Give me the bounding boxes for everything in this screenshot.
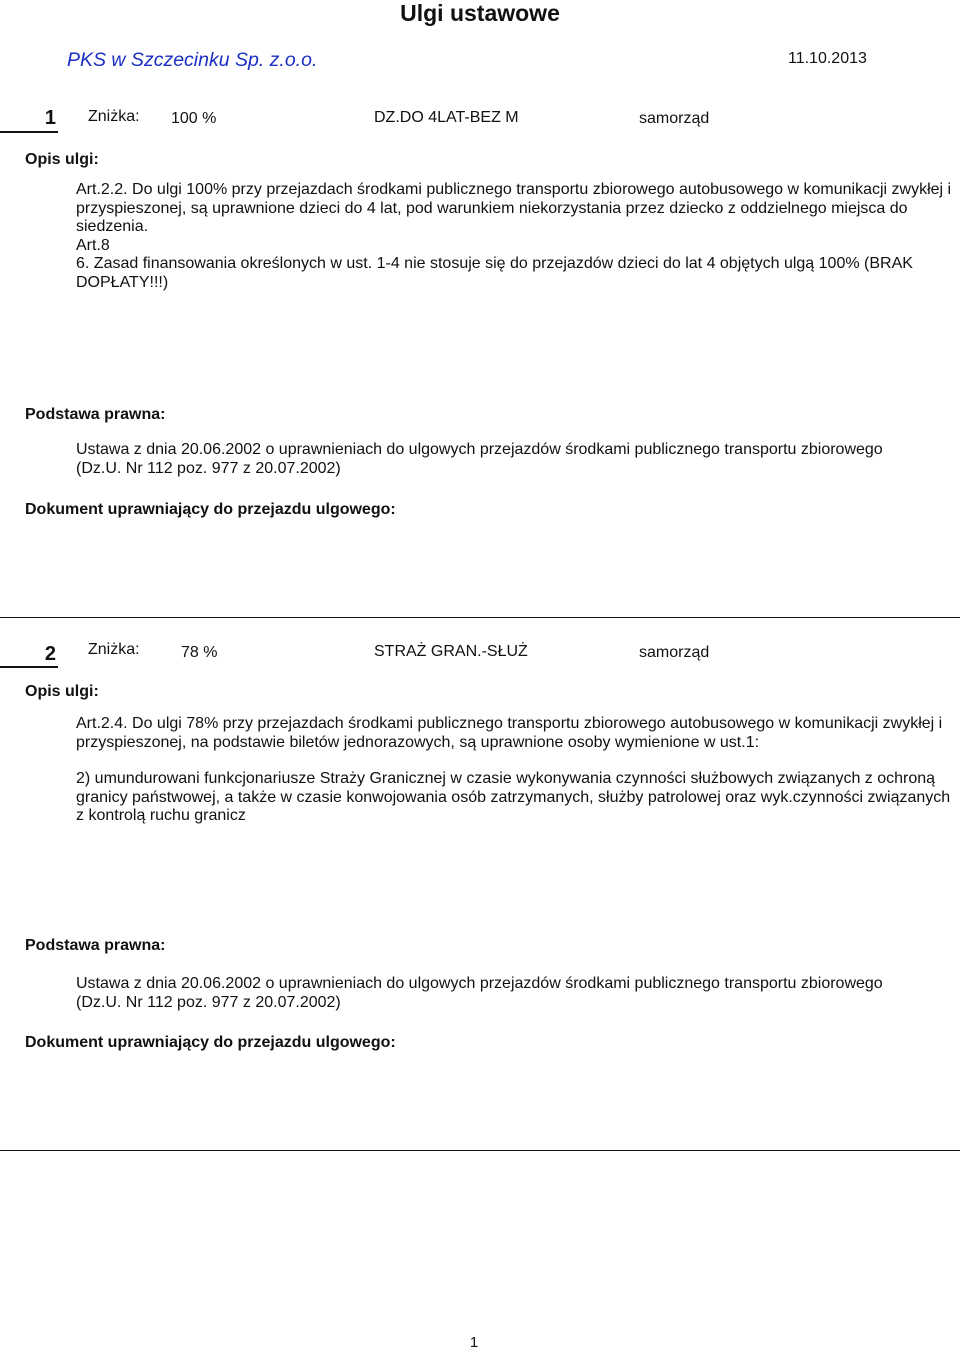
description-paragraph: 2) umundurowani funkcjonariusze Straży Granicznej w czasie wykonywania czynności służbowych związanych z ochroną granicy państwowej, a także w czasie konwojowania osób zatrzymanych, służby patrolowej oraz wyk.czynności związanych z kontrolą ruchu granicz [76, 770, 951, 824]
legal-basis-label: Podstawa prawna: [25, 406, 166, 423]
entry-number-underline [0, 666, 58, 668]
ticket-code: DZ.DO 4LAT-BEZ M [374, 109, 519, 126]
funding-source: samorząd [639, 110, 710, 127]
legal-basis-line: Ustawa z dnia 20.06.2002 o uprawnieniach do ulgowych przejazdów środkami publicznego transportu zbiorowego [76, 441, 883, 458]
description-text [76, 181, 960, 292]
document-label: Dokument uprawniający do przejazdu ulgowego: [25, 1034, 396, 1051]
legal-basis-line: (Dz.U. Nr 112 poz. 977 z 20.07.2002) [76, 994, 341, 1011]
document-date: 11.10.2013 [788, 50, 867, 67]
description-paragraph: 6. Zasad finansowania określonych w ust. 1-4 nie stosuje się do przejazdów dzieci do lat 4 objętych ulgą 100% (BRAK DOPŁATY!!!) [76, 255, 913, 291]
document-label: Dokument uprawniający do przejazdu ulgowego: [25, 501, 396, 518]
page-number: 1 [469, 1334, 479, 1351]
entry-separator [0, 617, 960, 618]
funding-source: samorząd [639, 644, 710, 661]
ticket-code: STRAŻ GRAN.-SŁUŻ [374, 643, 528, 660]
discount-label: Zniżka: [88, 108, 140, 125]
description-label: Opis ulgi: [25, 151, 99, 168]
legal-basis-line: Ustawa z dnia 20.06.2002 o uprawnieniach do ulgowych przejazdów środkami publicznego transportu zbiorowego [76, 975, 883, 992]
discount-value: 100 % [171, 110, 217, 127]
company-name: PKS w Szczecinku Sp. z.o.o. [67, 49, 318, 71]
description-paragraph: Art.8 [76, 236, 110, 254]
legal-basis-text [76, 974, 960, 1012]
description-text [76, 715, 960, 826]
legal-basis-line: (Dz.U. Nr 112 poz. 977 z 20.07.2002) [76, 460, 341, 477]
entry-number-underline [0, 131, 58, 133]
discount-value: 78 % [181, 644, 218, 661]
entry-number: 1 [44, 107, 56, 129]
page-title: Ulgi ustawowe [400, 0, 560, 26]
entry-separator [0, 1150, 960, 1151]
description-paragraph: Art.2.4. Do ulgi 78% przy przejazdach środkami publicznego transportu zbiorowego autobusowego w komunikacji zwykłej i przyspieszonej, na podstawie biletów jednorazowych, są uprawnione osoby wymienione w ust.1: [76, 715, 943, 751]
legal-basis-label: Podstawa prawna: [25, 937, 166, 954]
entry-number: 2 [44, 643, 56, 665]
discount-label: Zniżka: [88, 641, 140, 658]
legal-basis-text [76, 440, 960, 478]
description-label: Opis ulgi: [25, 683, 99, 700]
description-paragraph: Art.2.2. Do ulgi 100% przy przejazdach środkami publicznego transportu zbiorowego autobusowego w komunikacji zwykłej i przyspieszonej, są uprawnione dzieci do 4 lat, pod warunkiem niekorzystania przez dziecko z oddzielnego miejsca do siedzenia. [76, 181, 952, 235]
